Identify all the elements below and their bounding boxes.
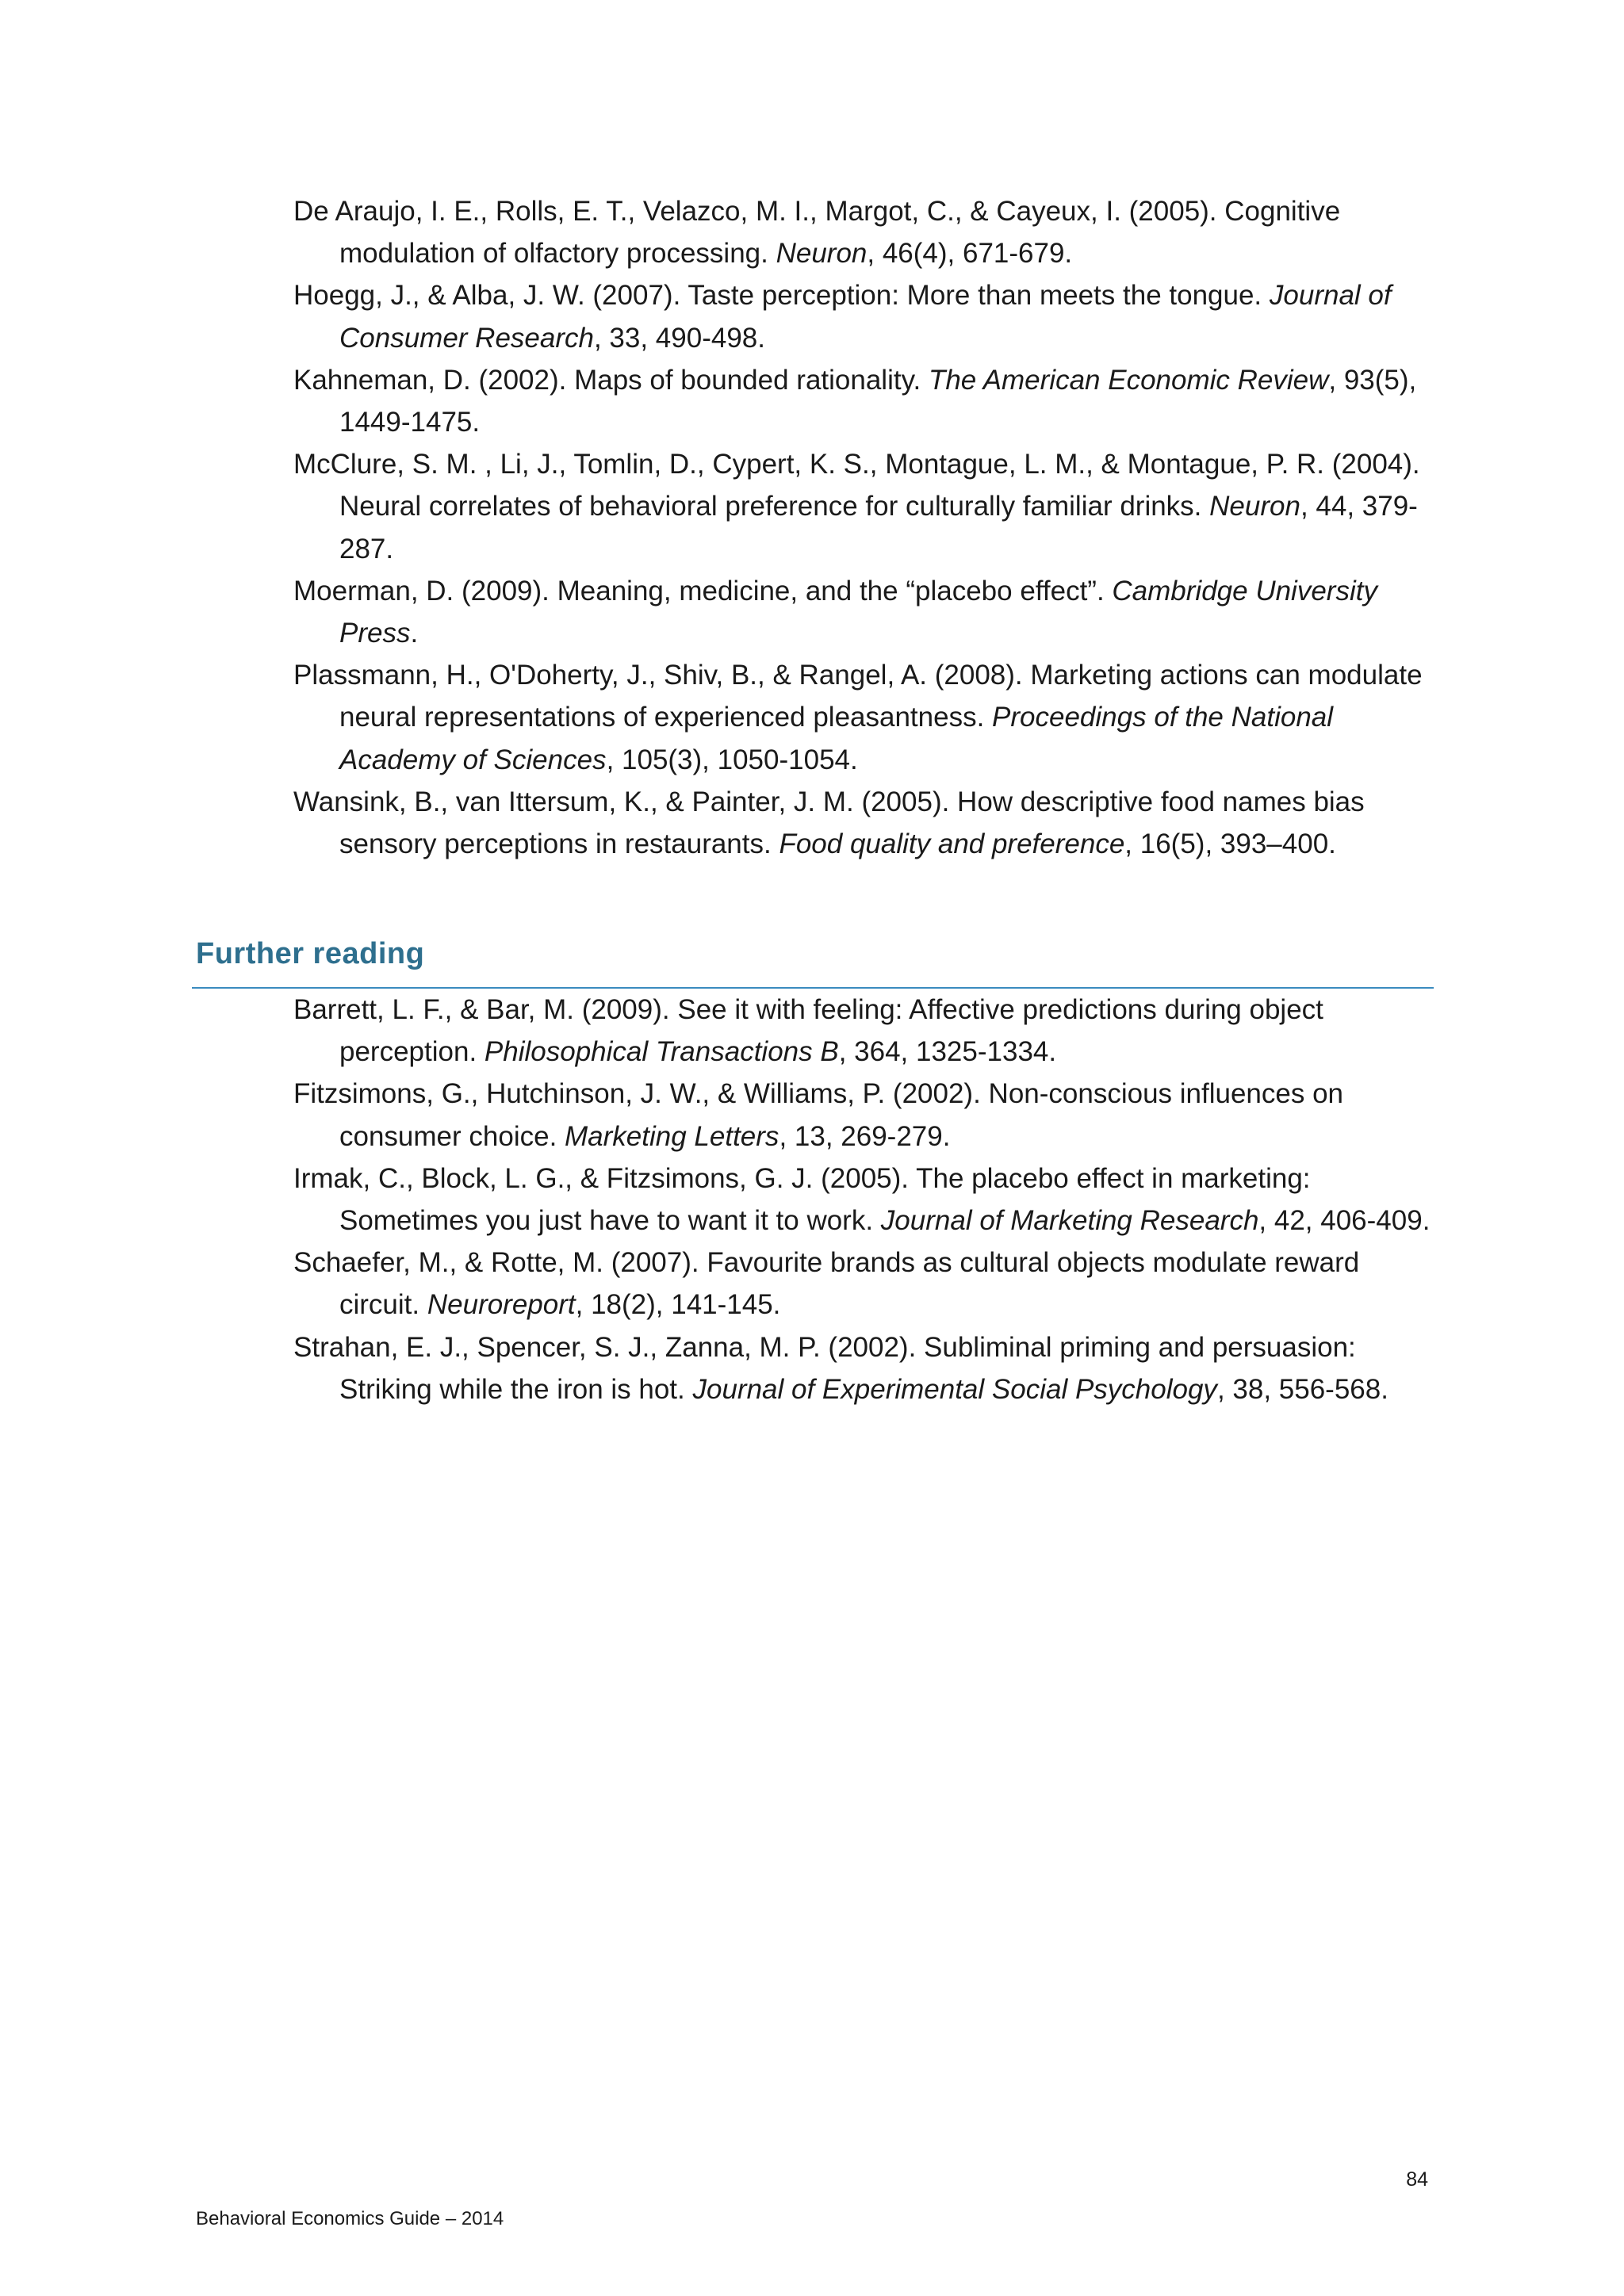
reference-entry: Kahneman, D. (2002). Maps of bounded rationality. The American Economic Review, 93(5), 1449-1475. bbox=[293, 364, 1417, 438]
reference-entry: McClure, S. M. , Li, J., Tomlin, D., Cypert, K. S., Montague, L. M., & Montague, P. R. (2004). Neural correlates of behavioral preference for culturally familiar drinks. Neuron, 44, 379-287. bbox=[293, 449, 1420, 564]
further-reading-entry: Irmak, C., Block, L. G., & Fitzsimons, G. J. (2005). The placebo effect in marketing: Sometimes you just have to want it to work. Journal of Marketing Research, 42, 406-409. bbox=[293, 1162, 1431, 1237]
reference-entry: Plassmann, H., O'Doherty, J., Shiv, B., & Rangel, A. (2008). Marketing actions can modulate neural representations of experienced pleasantness. Proceedings of the National Academy of Sciences, 105(3), 1050-1054. bbox=[293, 660, 1423, 775]
further-reading-entry: Fitzsimons, G., Hutchinson, J. W., & Williams, P. (2002). Non-conscious influences on consumer choice. Marketing Letters, 13, 269-279. bbox=[293, 1078, 1344, 1152]
further-reading-entry: Strahan, E. J., Spencer, S. J., Zanna, M. P. (2002). Subliminal priming and persuasion: Striking while the iron is hot. Journal of Experimental Social Psychology, 38, 556-568. bbox=[293, 1331, 1388, 1405]
section-heading-further-reading: Further reading bbox=[196, 937, 425, 970]
footer-title: Behavioral Economics Guide – 2014 bbox=[196, 2208, 504, 2229]
reference-entry: Wansink, B., van Ittersum, K., & Painter, J. M. (2005). How descriptive food names bias sensory perceptions in restaurants. Food quality and preference, 16(5), 393–400. bbox=[293, 786, 1365, 860]
further-reading-entry: Schaefer, M., & Rotte, M. (2007). Favourite brands as cultural objects modulate reward circuit. Neuroreport, 18(2), 141-145. bbox=[293, 1247, 1360, 1321]
further-reading-list bbox=[293, 989, 1435, 1410]
reference-list bbox=[293, 190, 1435, 865]
page-number: 84 bbox=[1406, 2168, 1428, 2191]
reference-entry: De Araujo, I. E., Rolls, E. T., Velazco, M. I., Margot, C., & Cayeux, I. (2005). Cognitive modulation of olfactory processing. Neuron, 46(4), 671-679. bbox=[293, 196, 1341, 270]
reference-entry: Moerman, D. (2009). Meaning, medicine, and the “placebo effect”. Cambridge University Press. bbox=[293, 575, 1377, 649]
further-reading-entry: Barrett, L. F., & Bar, M. (2009). See it with feeling: Affective predictions during object perception. Philosophical Transactions B, 364, 1325-1334. bbox=[293, 994, 1323, 1068]
reference-entry: Hoegg, J., & Alba, J. W. (2007). Taste perception: More than meets the tongue. Journal of Consumer Research, 33, 490-498. bbox=[293, 280, 1392, 354]
